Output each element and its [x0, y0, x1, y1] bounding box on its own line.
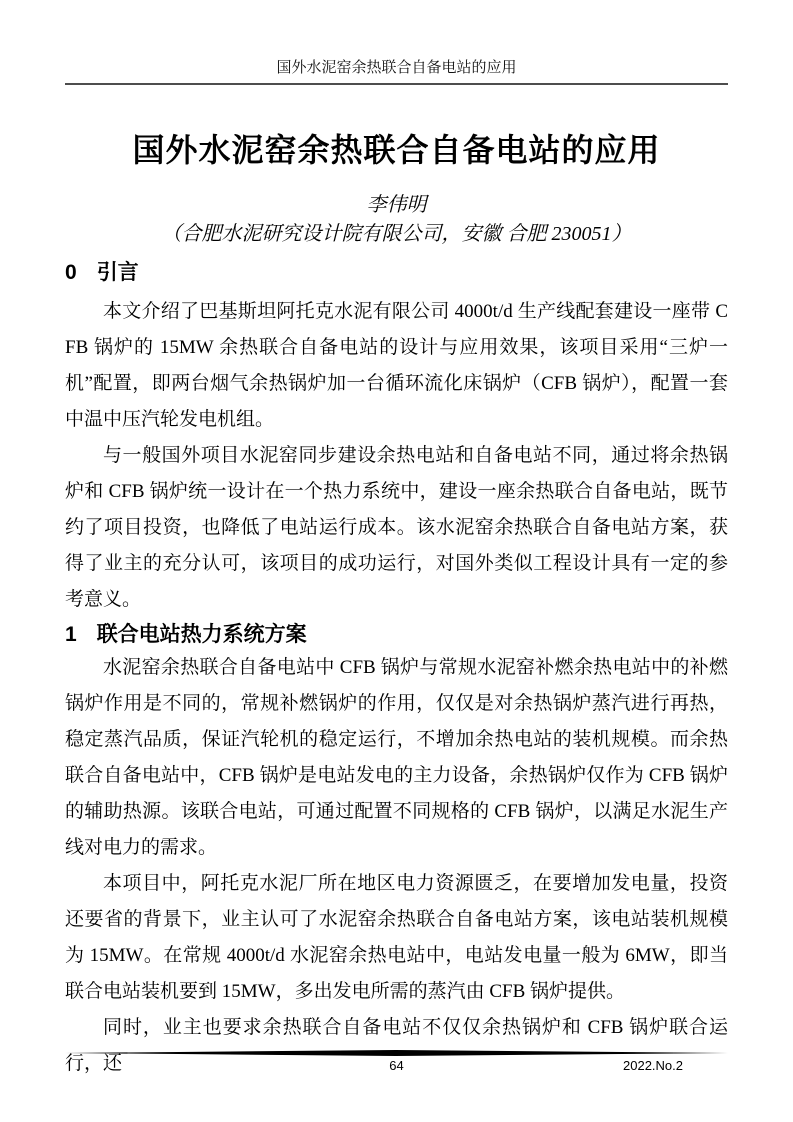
section-title: 联合电站热力系统方案: [96, 623, 307, 646]
author-affiliation: （合肥水泥研究设计院有限公司，安徽 合肥 230051）: [161, 223, 632, 245]
page-content: [65, 0, 728, 1082]
paragraph: 本文介绍了巴基斯坦阿托克水泥有限公司 4000t/d 生产线配套建设一座带 CFB 锅炉的 15MW 余热联合自备电站的设计与应用效果，该项目采用“三炉一机”配置，即两台烟气余热锅炉加一台循环流化床锅炉（CFB 锅炉），配置一套中温中压汽轮发电机组。: [65, 301, 728, 430]
paragraph: 与一般国外项目水泥窑同步建设余热电站和自备电站不同，通过将余热锅炉和 CFB 锅炉统一设计在一个热力系统中，建设一座余热联合自备电站，既节约了项目投资，也降低了电站运行成本。该水泥窑余热联合自备电站方案，获得了业主的充分认可，该项目的成功运行，对国外类似工程设计具有一定的参考意义。: [65, 445, 728, 610]
page-number: 64: [389, 1058, 404, 1073]
paragraph: 本项目中，阿托克水泥厂所在地区电力资源匮乏，在要增加发电量，投资还要省的背景下，业主认可了水泥窑余热联合自备电站方案，该电站装机规模为 15MW。在常规 4000t/d 水泥窑余热电站中，电站发电量一般为 6MW，即当联合电站装机要到 15MW，多出发电所需的蒸汽由 CFB 锅炉提供。: [65, 873, 728, 1002]
section-title: 引言: [96, 261, 139, 284]
section-heading-thermal-system: [65, 620, 728, 650]
header-rule: [65, 83, 728, 85]
author-name: 李伟明: [366, 194, 427, 216]
section-number: 1: [65, 623, 77, 646]
paragraph: 水泥窑余热联合自备电站中 CFB 锅炉与常规水泥窑补燃余热电站中的补燃锅炉作用是不同的，常规补燃锅炉的作用，仅仅是对余热锅炉蒸汽进行再热，稳定蒸汽品质，保证汽轮机的稳定运行，不增加余热电站的装机规模。而余热联合自备电站中，CFB 锅炉是电站发电的主力设备，余热锅炉仅作为 CFB 锅炉的辅助热源。该联合电站，可通过配置不同规格的 CFB 锅炉，以满足水泥生产线对电力的需求。: [65, 657, 728, 858]
issue-label: 2022.No.2: [623, 1058, 683, 1073]
section-heading-introduction: [65, 258, 728, 288]
article-title: 国外水泥窑余热联合自备电站的应用: [132, 132, 661, 168]
running-head: 国外水泥窑余热联合自备电站的应用: [276, 59, 517, 76]
footer-rule: [65, 1050, 728, 1056]
paragraph: 同时，业主也要求余热联合自备电站不仅仅余热锅炉和 CFB 锅炉联合运行，还: [65, 1017, 728, 1074]
section-number: 0: [65, 261, 77, 284]
